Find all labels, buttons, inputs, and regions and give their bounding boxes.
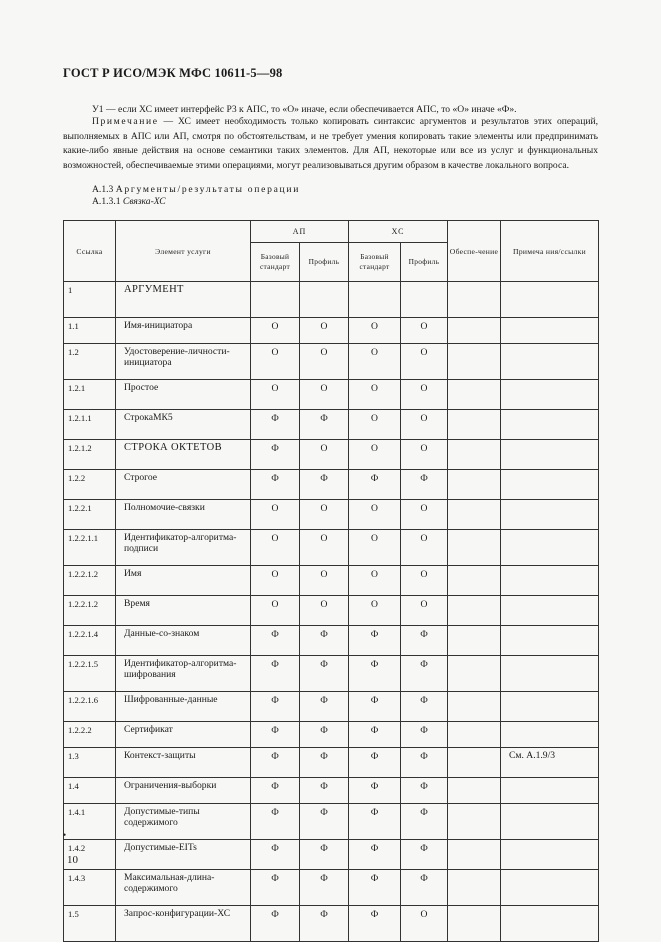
cell-element: Строгое [116,470,251,500]
cell-element: СтрокаМК5 [116,410,251,440]
cell-element: Полномочие-связки [116,500,251,530]
cell-xs-profile: Ф [401,840,448,870]
cell-element: Время [116,596,251,626]
cell-xs-profile: Ф [401,656,448,692]
cell-note [501,840,599,870]
cell-ref: 1.3 [64,748,116,778]
cell-note [501,470,599,500]
cell-ref: 1.2.2.1.4 [64,626,116,656]
section-title: Аргументы/результаты операции [115,184,301,195]
cell-ap-base: О [251,318,300,344]
cell-xs-base: О [349,380,401,410]
cell-element: Максимальная-длина-содержимого [116,870,251,906]
cell-ref: 1.4.2 [64,840,116,870]
cell-note [501,870,599,906]
cell-xs-profile: О [401,596,448,626]
cell-ap-profile: О [300,440,349,470]
cell-note [501,778,599,804]
cell-xs-base: Ф [349,722,401,748]
cell-ap-profile: Ф [300,906,349,942]
cell-note [501,566,599,596]
cell-ref: 1.4 [64,778,116,804]
cell-xs-base: О [349,500,401,530]
cell-note [501,596,599,626]
margin-dot: • [63,830,67,840]
header-element: Элемент услуги [116,221,251,282]
cell-ap-base: Ф [251,778,300,804]
cell-xs-base: Ф [349,804,401,840]
cell-ap-base: Ф [251,440,300,470]
cell-xs-profile: Ф [401,778,448,804]
cell-xs-base: Ф [349,656,401,692]
cell-ap-profile: Ф [300,656,349,692]
cell-xs-profile: О [401,530,448,566]
cell-element: Данные-со-знаком [116,626,251,656]
cell-ap-profile [300,282,349,318]
cell-element: Допустимые-типы содержимого [116,804,251,840]
cell-xs-profile: Ф [401,692,448,722]
cell-xs-base [349,282,401,318]
cell-ap-profile: Ф [300,778,349,804]
cell-ap-profile: О [300,318,349,344]
cell-xs-profile [401,282,448,318]
cell-xs-profile: О [401,440,448,470]
header-xs-profile: Профиль [401,243,448,282]
cell-note [501,318,599,344]
cell-note [501,282,599,318]
cell-ref: 1.2.2.1.1 [64,530,116,566]
cell-provision [448,344,501,380]
cell-xs-base: О [349,566,401,596]
cell-xs-profile: Ф [401,748,448,778]
cell-xs-base: Ф [349,626,401,656]
cell-ap-base [251,282,300,318]
cell-note [501,380,599,410]
cell-ap-base: О [251,566,300,596]
cell-element: Допустимые-EITs [116,840,251,870]
cell-element: Контекст-защиты [116,748,251,778]
cell-ap-base: Ф [251,804,300,840]
cell-xs-base: О [349,440,401,470]
cell-xs-base: Ф [349,778,401,804]
cell-element: Простое [116,380,251,410]
cell-ref: 1.4.3 [64,870,116,906]
cell-note [501,500,599,530]
note-paragraph [63,115,598,173]
cell-ap-profile: Ф [300,722,349,748]
cell-ap-profile: О [300,596,349,626]
cell-ap-base: О [251,500,300,530]
cell-ref: 1.5 [64,906,116,942]
cell-ap-base: О [251,344,300,380]
cell-provision [448,722,501,748]
cell-provision [448,626,501,656]
cell-ref: 1.1 [64,318,116,344]
cell-provision [448,380,501,410]
cell-ap-profile: Ф [300,626,349,656]
cell-ref: 1.2.2.1.2 [64,596,116,626]
note-text: — ХС имеет необходимость только копировать синтаксис аргументов и результатов этих операций, выполняемых в АПС или АП, смотря по обстоятельствам, и не требует умения копировать такие элементы или предпринимать какие-либо явные действия на основе семантики таких элементов. Для АП, некоторые или все из услуг и функциональных возможностей, обеспечиваемые этими операциями, могут реализовываться другим образом в качестве локального вопроса. [63,116,598,171]
cell-xs-profile: О [401,566,448,596]
cell-provision [448,804,501,840]
section-title: Связка-ХС [122,196,166,207]
cell-ap-base: О [251,596,300,626]
cell-note: См. А.1.9/3 [501,748,599,778]
cell-note [501,722,599,748]
cell-element: Ограничения-выборки [116,778,251,804]
cell-note [501,906,599,942]
cell-element: Имя [116,566,251,596]
cell-ap-base: Ф [251,626,300,656]
cell-ap-base: Ф [251,870,300,906]
cell-element: Идентификатор-алгоритма-шифрования [116,656,251,692]
cell-ap-profile: Ф [300,410,349,440]
cell-xs-base: Ф [349,840,401,870]
header-provision: Обеспе-чение [448,221,501,282]
cell-note [501,530,599,566]
header-notes: Примеча ния/ссылки [501,221,599,282]
cell-xs-base: Ф [349,470,401,500]
cell-ref: 1.2.1.2 [64,440,116,470]
cell-note [501,656,599,692]
cell-ap-profile: Ф [300,692,349,722]
cell-ref: 1.2.2.1.6 [64,692,116,722]
header-reference: Ссылка [64,221,116,282]
cell-ap-base: Ф [251,906,300,942]
cell-note [501,344,599,380]
cell-xs-profile: Ф [401,722,448,748]
cell-element: АРГУМЕНТ [116,282,251,318]
cell-element: СТРОКА ОКТЕТОВ [116,440,251,470]
cell-provision [448,500,501,530]
cell-xs-base: Ф [349,748,401,778]
cell-element: Удостоверение-личности-инициатора [116,344,251,380]
cell-provision [448,840,501,870]
cell-ap-profile: О [300,344,349,380]
cell-ap-profile: Ф [300,870,349,906]
cell-xs-profile: Ф [401,626,448,656]
cell-ap-base: Ф [251,410,300,440]
cell-ap-profile: Ф [300,748,349,778]
cell-ap-profile: Ф [300,840,349,870]
cell-xs-base: О [349,318,401,344]
cell-xs-profile: Ф [401,870,448,906]
cell-provision [448,906,501,942]
cell-ap-base: Ф [251,656,300,692]
cell-xs-base: Ф [349,692,401,722]
cell-ap-base: Ф [251,748,300,778]
cell-ap-base: О [251,530,300,566]
header-xs: ХС [349,221,448,243]
cell-element: Сертификат [116,722,251,748]
cell-ap-base: Ф [251,692,300,722]
cell-ref: 1.2.1 [64,380,116,410]
cell-ref: 1 [64,282,116,318]
cell-xs-profile: О [401,410,448,440]
cell-xs-profile: О [401,500,448,530]
cell-ap-profile: О [300,566,349,596]
header-ap: АП [251,221,349,243]
cell-provision [448,410,501,440]
cell-note [501,626,599,656]
cell-xs-base: Ф [349,870,401,906]
cell-xs-profile: О [401,380,448,410]
cell-ap-base: Ф [251,840,300,870]
section-heading-a13 [92,184,300,195]
conformance-table [63,220,599,942]
cell-ap-profile: О [300,530,349,566]
cell-ap-profile: О [300,380,349,410]
cell-xs-base: О [349,344,401,380]
cell-element: Идентификатор-алгоритма-подписи [116,530,251,566]
cell-ap-profile: Ф [300,470,349,500]
cell-element: Шифрованные-данные [116,692,251,722]
cell-ref: 1.2.2 [64,470,116,500]
cell-xs-profile: Ф [401,470,448,500]
cell-ref: 1.2.2.1 [64,500,116,530]
cell-ap-base: Ф [251,470,300,500]
cell-note [501,440,599,470]
document-header: ГОСТ Р ИСО/МЭК МФС 10611-5—98 [63,66,283,80]
cell-ap-profile: Ф [300,804,349,840]
cell-note [501,692,599,722]
cell-provision [448,440,501,470]
cell-ref: 1.2.2.2 [64,722,116,748]
header-xs-base: Базовый стандарт [349,243,401,282]
cell-xs-profile: О [401,318,448,344]
cell-xs-base: О [349,596,401,626]
cell-provision [448,566,501,596]
section-number: А.1.3 [92,184,116,195]
header-ap-profile: Профиль [300,243,349,282]
cell-xs-base: Ф [349,906,401,942]
cell-xs-base: О [349,530,401,566]
cell-xs-profile: Ф [401,804,448,840]
cell-element: Запрос-конфигурации-ХС [116,906,251,942]
cell-note [501,410,599,440]
section-heading-a131 [92,196,166,207]
cell-xs-profile: О [401,906,448,942]
cell-ref: 1.2.2.1.5 [64,656,116,692]
cell-provision [448,870,501,906]
cell-provision [448,282,501,318]
cell-provision [448,748,501,778]
header-ap-base: Базовый стандарт [251,243,300,282]
cell-ap-profile: О [300,500,349,530]
cell-element: Имя-инициатора [116,318,251,344]
cell-provision [448,318,501,344]
cell-ref: 1.4.1 [64,804,116,840]
section-number: А.1.3.1 [92,196,123,207]
cell-xs-profile: О [401,344,448,380]
page-number: 10 [67,854,78,866]
cell-ap-base: О [251,380,300,410]
cell-provision [448,530,501,566]
cell-provision [448,692,501,722]
cell-ref: 1.2.1.1 [64,410,116,440]
cell-ref: 1.2 [64,344,116,380]
cell-xs-base: О [349,410,401,440]
cell-provision [448,470,501,500]
cell-provision [448,778,501,804]
cell-note [501,804,599,840]
cell-ap-base: Ф [251,722,300,748]
cell-provision [448,656,501,692]
note-label: Примечание [92,116,159,127]
paragraph-y1: У1 — если ХС имеет интерфейс Р3 к АПС, то «О» иначе, если обеспечивается АПС, то «О» иначе «Ф». [92,104,517,115]
cell-ref: 1.2.2.1.2 [64,566,116,596]
cell-provision [448,596,501,626]
